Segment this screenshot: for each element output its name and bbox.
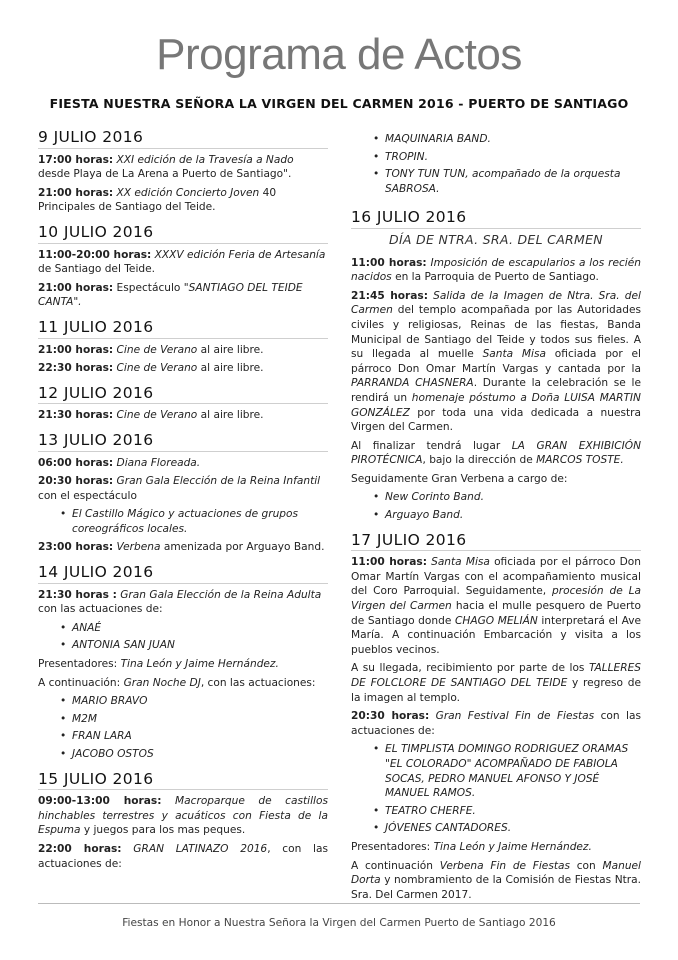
day-heading-12: 12 JULIO 2016 [38, 386, 328, 405]
event-15-2-list [351, 132, 641, 196]
right-column [351, 132, 641, 906]
list-item: • ANAÉ [72, 621, 328, 636]
list-item: • JACOBO OSTOS [72, 747, 328, 762]
event-16-3: Al finalizar tendrá lugar LA GRAN EXHIBICIÓN PIROTÉCNICA, bajo la dirección de MARCOS TOSTE. [351, 439, 641, 467]
list-item: • M2M [72, 712, 328, 727]
day-16-subheading: DÍA DE NTRA. SRA. DEL CARMEN [389, 231, 603, 247]
event-15-1: 09:00-13:00 horas: Macroparque de castillos hinchables terrestres y acuáticos con Fiesta de la Espuma y juegos para los mas peques. [38, 795, 329, 837]
list-item: • TEATRO CHERFE. [385, 804, 641, 819]
list-item: • JÓVENES CANTADORES. [385, 821, 641, 836]
list-item: • Arguayo Band. [385, 508, 641, 523]
event-13-2-list [38, 507, 328, 536]
event-13-2: 20:30 horas: Gran Gala Elección de la Reina Infantil con el espectáculo [38, 475, 321, 502]
event-16-2: 21:45 horas: Salida de la Imagen de Ntra. Sra. del Carmen del templo acompañada por las Autoridades civiles y religiosas, Reinas de las fiestas, Banda Municipal de Santiago del Teide y todos sus fieles. A su llegada al muelle Santa Misa oficiada por el párroco Don Omar Martín Vargas y cantada por la PARRANDA CHASNERA. Durante la celebración se le rendirá un homenaje póstumo a Doña LUISA MARTIN GONZÁLEZ por toda una vida dedicada a nuestra Virgen del Carmen. [351, 289, 641, 434]
day-heading-9: 9 JULIO 2016 [38, 130, 328, 149]
event-17-1: 11:00 horas: Santa Misa oficiada por el párroco Don Omar Martín Vargas con el acompañamiento musical del Coro Parroquial. Seguidamente, procesión de La Virgen del Carmen hacia el mulle pesquero de Puerto de Santiago donde CHAGO MELIÁN interpretará el Ave María. A continuación Embarcación y visita a los pueblos vecinos. [351, 556, 642, 656]
event-10-1: 11:00-20:00 horas: XXXV edición Feria de Artesanía de Santiago del Teide. [38, 248, 326, 276]
event-17-2: A su llegada, recibimiento por parte de los TALLERES DE FOLCLORE DE SANTIAGO DEL TEIDE y regreso de la imagen al templo. [351, 662, 641, 704]
event-9-2: 21:00 horas: XX edición Concierto Joven 40 Principales de Santiago del Teide. [38, 186, 277, 214]
day-heading-13: 13 JULIO 2016 [38, 433, 328, 452]
event-9-1: 17:00 horas: XXI edición de la Travesía a Nado desde Playa de La Arena a Puerto de Santiago". [38, 153, 294, 181]
event-10-2: 21:00 horas: Espectáculo "SANTIAGO DEL TEIDE CANTA". [38, 281, 303, 309]
event-14-presenters: Presentadores: Tina León y Jaime Hernández. [38, 658, 279, 671]
day-heading-16: 16 JULIO 2016 [351, 210, 641, 229]
event-17-3: 20:30 horas: Gran Festival Fin de Fiestas con las actuaciones de: [351, 710, 641, 737]
list-item: • TROPIN. [385, 150, 641, 165]
page-title: Programa de Actos [156, 30, 522, 79]
event-17-4: A continuación Verbena Fin de Fiestas con Manuel Dorta y nombramiento de la Comisión de Fiestas Ntra. Sra. Del Carmen 2017. [351, 859, 641, 901]
list-item: • El Castillo Mágico y actuaciones de grupos coreográficos locales. [72, 507, 328, 536]
event-13-1: 06:00 horas: Diana Floreada. [38, 456, 201, 469]
event-16-4-list [351, 490, 641, 522]
event-16-1: 11:00 horas: Imposición de escapularios a los recién nacidos en la Parroquia de Puerto de Santiago. [351, 256, 641, 284]
event-16-4: Seguidamente Gran Verbena a cargo de: [351, 472, 568, 485]
event-14-1-list [38, 621, 328, 653]
left-column [38, 130, 328, 875]
footer-text: Fiestas en Honor a Nuestra Señora la Virgen del Carmen Puerto de Santiago 2016 [122, 917, 556, 929]
list-item: • New Corinto Band. [385, 490, 641, 505]
event-11-2: 22:30 horas: Cine de Verano al aire libre. [38, 362, 264, 375]
list-item: • MAQUINARIA BAND. [385, 132, 641, 147]
event-14-1: 21:30 horas : Gran Gala Elección de la Reina Adulta con las actuaciones de: [38, 588, 322, 616]
list-item: • EL TIMPLISTA DOMINGO RODRIGUEZ ORAMAS "EL COLORADO" ACOMPAÑADO DE FABIOLA SOCAS, PEDRO MANUEL AFONSO Y JOSÉ MANUEL RAMOS. [385, 742, 641, 800]
event-17-3-list [351, 742, 641, 836]
day-heading-14: 14 JULIO 2016 [38, 565, 328, 584]
event-11-1: 21:00 horas: Cine de Verano al aire libre. [38, 343, 264, 356]
event-17-presenters: Presentadores: Tina León y Jaime Hernández. [351, 840, 592, 853]
page-subtitle: FIESTA NUESTRA SEÑORA LA VIRGEN DEL CARMEN 2016 - PUERTO DE SANTIAGO [49, 96, 629, 111]
list-item: • TONY TUN TUN, acompañado de la orquesta SABROSA. [385, 167, 641, 196]
day-heading-15: 15 JULIO 2016 [38, 772, 328, 791]
list-item: • ANTONIA SAN JUAN [72, 638, 328, 653]
event-14-cont-list [38, 694, 328, 761]
day-heading-11: 11 JULIO 2016 [38, 320, 328, 339]
footer-divider [38, 903, 640, 904]
event-15-2: 22:00 horas: GRAN LATINAZO 2016, con las actuaciones de: [38, 842, 328, 870]
event-14-continuation: A continuación: Gran Noche DJ, con las actuaciones: [38, 676, 316, 689]
list-item: • FRAN LARA [72, 729, 328, 744]
event-13-3: 23:00 horas: Verbena amenizada por Arguayo Band. [38, 541, 325, 554]
day-heading-10: 10 JULIO 2016 [38, 225, 328, 244]
event-12-1: 21:30 horas: Cine de Verano al aire libre. [38, 409, 264, 422]
list-item: • MARIO BRAVO [72, 694, 328, 709]
day-heading-17: 17 JULIO 2016 [351, 533, 641, 552]
